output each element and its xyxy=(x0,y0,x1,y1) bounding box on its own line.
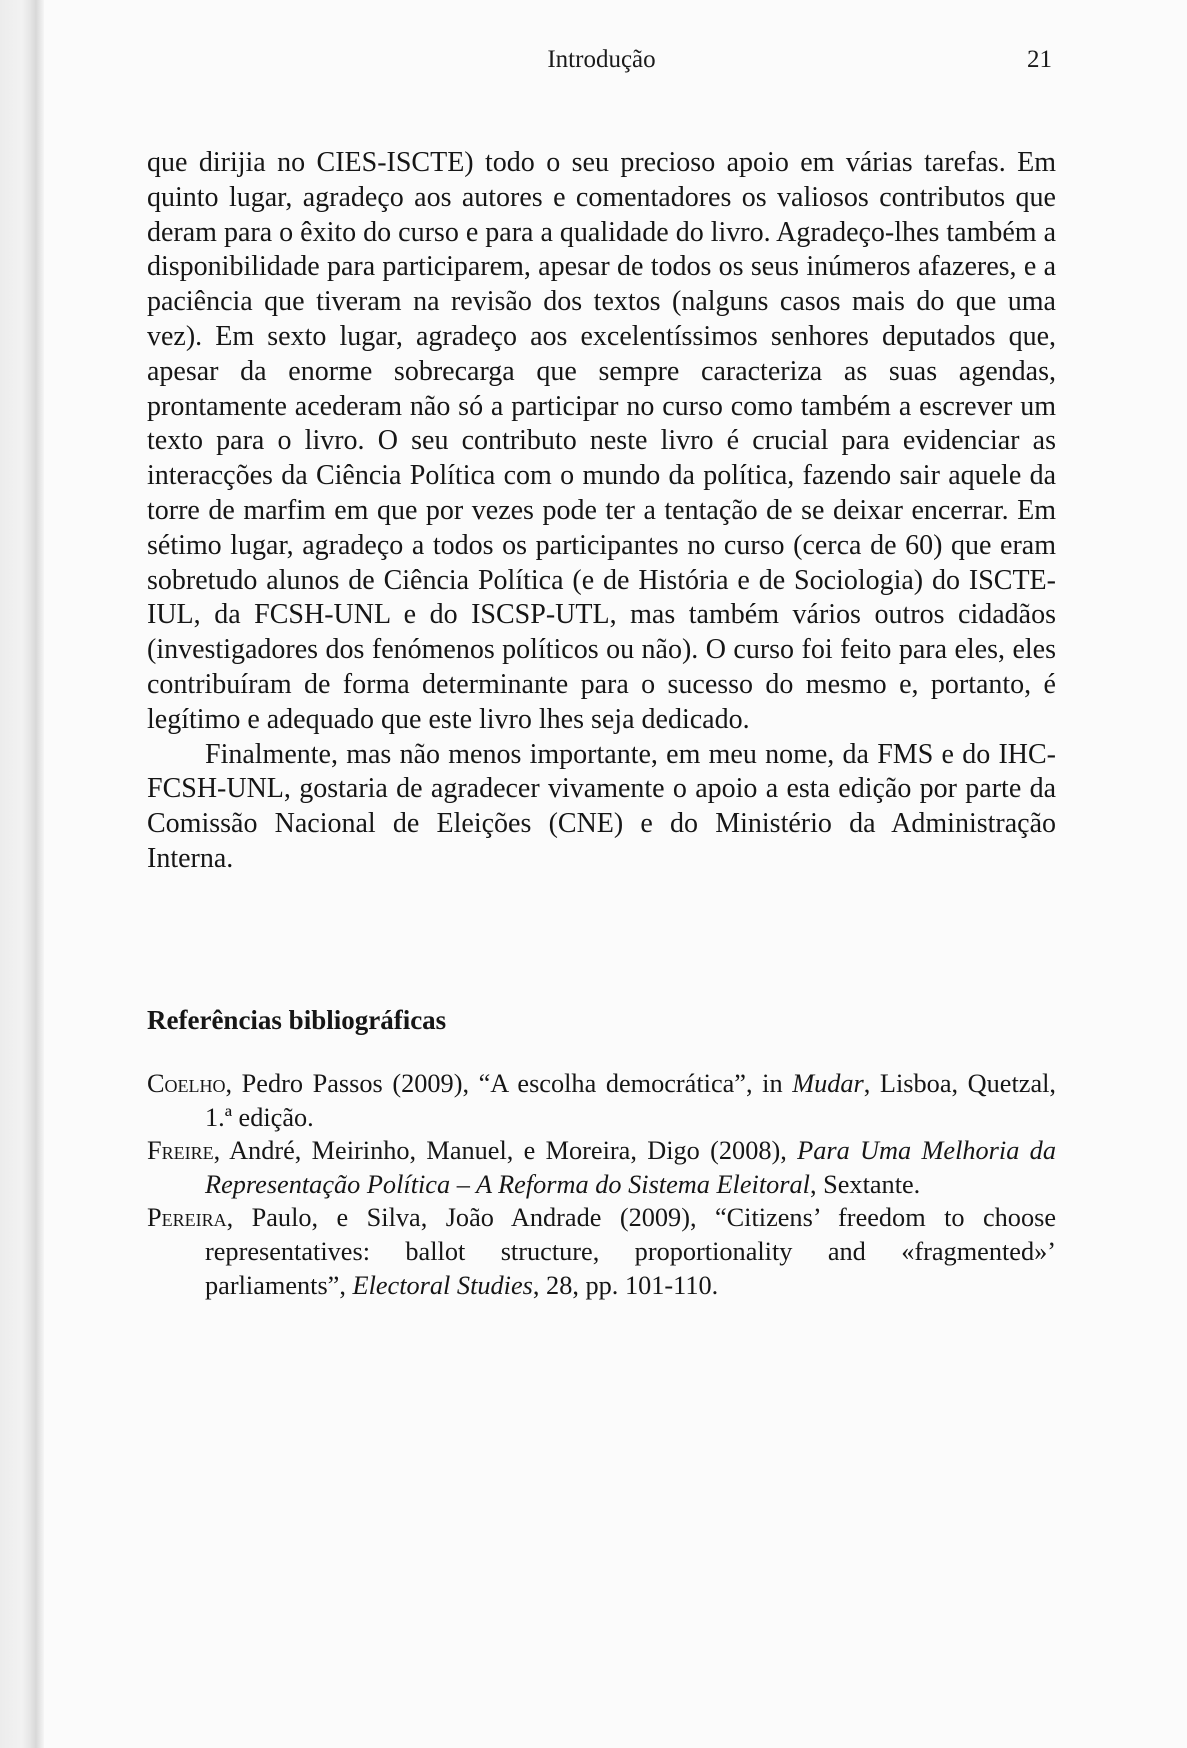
reference-text: , Lisboa, Quetzal, 1.ª edição. xyxy=(205,1069,1057,1132)
reference-title: Electoral Studies xyxy=(352,1270,533,1300)
reference-text: , Sextante. xyxy=(809,1169,921,1199)
reference-text: , Pedro Passos (2009), “A escolha democrática”, in xyxy=(225,1069,793,1098)
paragraph-acknowledgements: que dirijia no CIES-ISCTE) todo o seu precioso apoio em várias tarefas. Em quinto lugar, agradeço aos autores e comentadores os valiosos contributos que deram para o êxito do curso e para a qualidade do livro. Agradeço-lhes também a disponibilidade para participarem, apesar de todos os seus inúmeros afazeres, e a paciência que tiveram na revisão dos textos (nalguns casos mais do que uma vez). Em sexto lugar, agradeço aos excelentíssimos senhores deputados que, apesar da enorme sobrecarga que sempre caracteriza as suas agendas, prontamente acederam não só a participar no curso como também a escrever um texto para o livro. O seu contributo neste livro é crucial para evidenciar as interacções da Ciência Política com o mundo da política, fazendo sair aquele da torre de marfim em que por vezes pode ter a tentação de se deixar encerrar. Em sétimo lugar, agradeço a todos os participantes no curso (cerca de 60) que eram sobretudo alunos de Ciência Política (e de História e de Sociologia) do ISCTE-IUL, da FCSH-UNL e do ISCSP-UTL, mas também vários outros cidadãos (investigadores dos fenómenos políticos ou não). O curso foi feito para eles, eles contribuíram de forma determinante para o sucesso do mesmo e, portanto, é legítimo e adequado que este livro lhes seja dedicado. xyxy=(147,147,1056,735)
reference-title: Mudar xyxy=(792,1069,864,1098)
running-head xyxy=(147,46,1056,82)
reference-item xyxy=(147,1134,1056,1201)
reference-title: Para Uma Melhoria da Representação Política – A Reforma do Sistema Eleitoral xyxy=(205,1136,1056,1199)
page-number: 21 xyxy=(1027,46,1052,73)
reference-text: , Paulo, e Silva, João Andrade (2009), “Citizens’ freedom to choose representatives: ballot structure, proportionality and «fragmented»’ parliaments”, xyxy=(205,1203,1056,1300)
body-text xyxy=(147,146,1056,877)
reference-text: , André, Meirinho, Manuel, e Moreira, Digo (2008), xyxy=(213,1136,798,1166)
paragraph-final-thanks: Finalmente, mas não menos importante, em meu nome, da FMS e do IHC-FCSH-UNL, gostaria de agradecer vivamente o apoio a esta edição por parte da Comissão Nacional de Eleições (CNE) e do Ministério da Administração Interna. xyxy=(147,738,1056,874)
book-gutter-shadow xyxy=(0,0,44,1748)
reference-author: Coelho xyxy=(147,1069,226,1098)
reference-text: , 28, pp. 101-110. xyxy=(532,1270,719,1300)
running-head-title: Introdução xyxy=(547,46,656,73)
reference-item xyxy=(147,1067,1056,1134)
reference-author: Pereira xyxy=(147,1203,227,1233)
references-list xyxy=(147,1067,1056,1302)
references-heading: Referências bibliográficas xyxy=(147,1005,447,1035)
reference-item xyxy=(147,1201,1056,1302)
reference-author: Freire xyxy=(147,1136,214,1166)
